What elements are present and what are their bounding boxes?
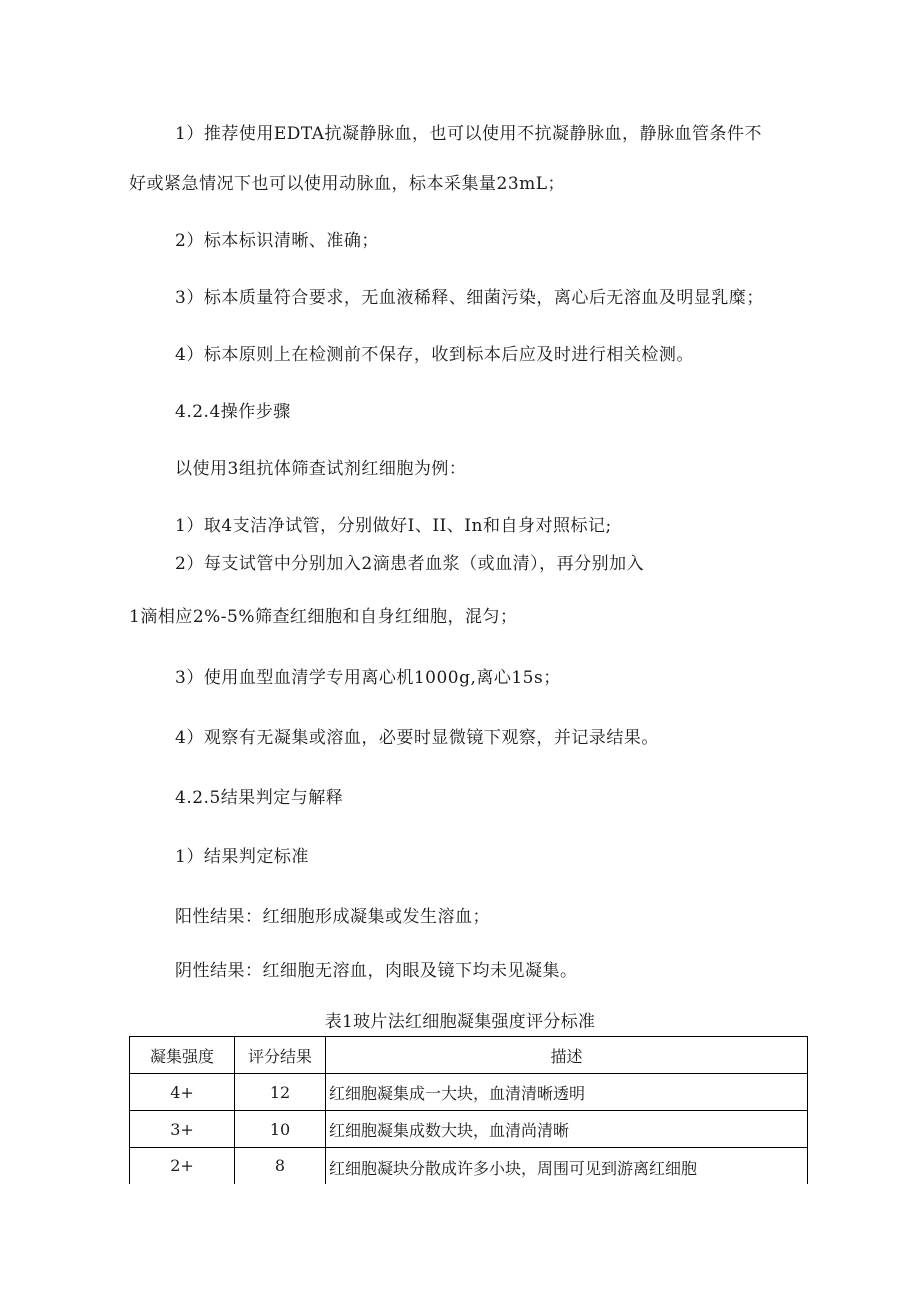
paragraph-sample-type-1: 1）推荐使用EDTA抗凝静脉血，也可以使用不抗凝静脉血，静脉血管条件不 xyxy=(175,124,763,144)
section-heading-results: 4.2.5结果判定与解释 xyxy=(175,788,344,808)
cell-score: 10 xyxy=(235,1111,326,1148)
cell-description: 红细胞凝集成数大块，血清尚清晰 xyxy=(326,1111,808,1148)
table-caption: 表1玻片法红细胞凝集强度评分标准 xyxy=(324,1012,596,1032)
section-heading-procedure: 4.2.4操作步骤 xyxy=(175,402,291,422)
paragraph-sample-label: 2）标本标识清晰、准确； xyxy=(175,231,379,251)
cell-score: 12 xyxy=(235,1074,326,1111)
paragraph-positive-result: 阳性结果：红细胞形成凝集或发生溶血； xyxy=(175,907,490,927)
header-description: 描述 xyxy=(326,1037,808,1074)
cell-strength: 4+ xyxy=(130,1074,235,1111)
table-row xyxy=(130,1111,808,1148)
paragraph-step-2b: 1滴相应2%-5%筛查红细胞和自身红细胞，混匀； xyxy=(129,607,518,627)
paragraph-step-2a: 2）每支试管中分别加入2滴患者血浆（或血清），再分别加入 xyxy=(175,554,645,574)
cell-description: 红细胞凝集成一大块，血清清晰透明 xyxy=(326,1074,808,1111)
paragraph-step-3: 3）使用血型血清学专用离心机1000g,离心15s； xyxy=(175,668,561,688)
agglutination-score-table xyxy=(129,1036,808,1184)
paragraph-sample-quality: 3）标本质量符合要求，无血液稀释、细菌污染，离心后无溶血及明显乳糜； xyxy=(175,288,764,308)
paragraph-negative-result: 阴性结果：红细胞无溶血，肉眼及镜下均未见凝集。 xyxy=(175,961,578,981)
paragraph-step-4: 4）观察有无凝集或溶血，必要时显微镜下观察，并记录结果。 xyxy=(175,728,659,748)
paragraph-procedure-intro: 以使用3组抗体筛查试剂红细胞为例： xyxy=(175,459,467,479)
cell-description: 红细胞凝块分散成许多小块，周围可见到游离红细胞 xyxy=(326,1148,808,1185)
cell-strength: 2+ xyxy=(130,1148,235,1185)
table-header-row xyxy=(130,1037,808,1074)
table-row xyxy=(130,1074,808,1111)
paragraph-criteria-title: 1）结果判定标准 xyxy=(175,847,309,867)
paragraph-sample-storage: 4）标本原则上在检测前不保存，收到标本后应及时进行相关检测。 xyxy=(175,345,694,365)
cell-strength: 3+ xyxy=(130,1111,235,1148)
header-strength: 凝集强度 xyxy=(130,1037,235,1074)
paragraph-sample-type-2: 好或紧急情况下也可以使用动脉血，标本采集量23mL； xyxy=(129,174,566,194)
header-score: 评分结果 xyxy=(235,1037,326,1074)
paragraph-step-1: 1）取4支洁净试管，分别做好I、II、In和自身对照标记; xyxy=(175,516,612,536)
table-row xyxy=(130,1148,808,1185)
cell-score: 8 xyxy=(235,1148,326,1185)
